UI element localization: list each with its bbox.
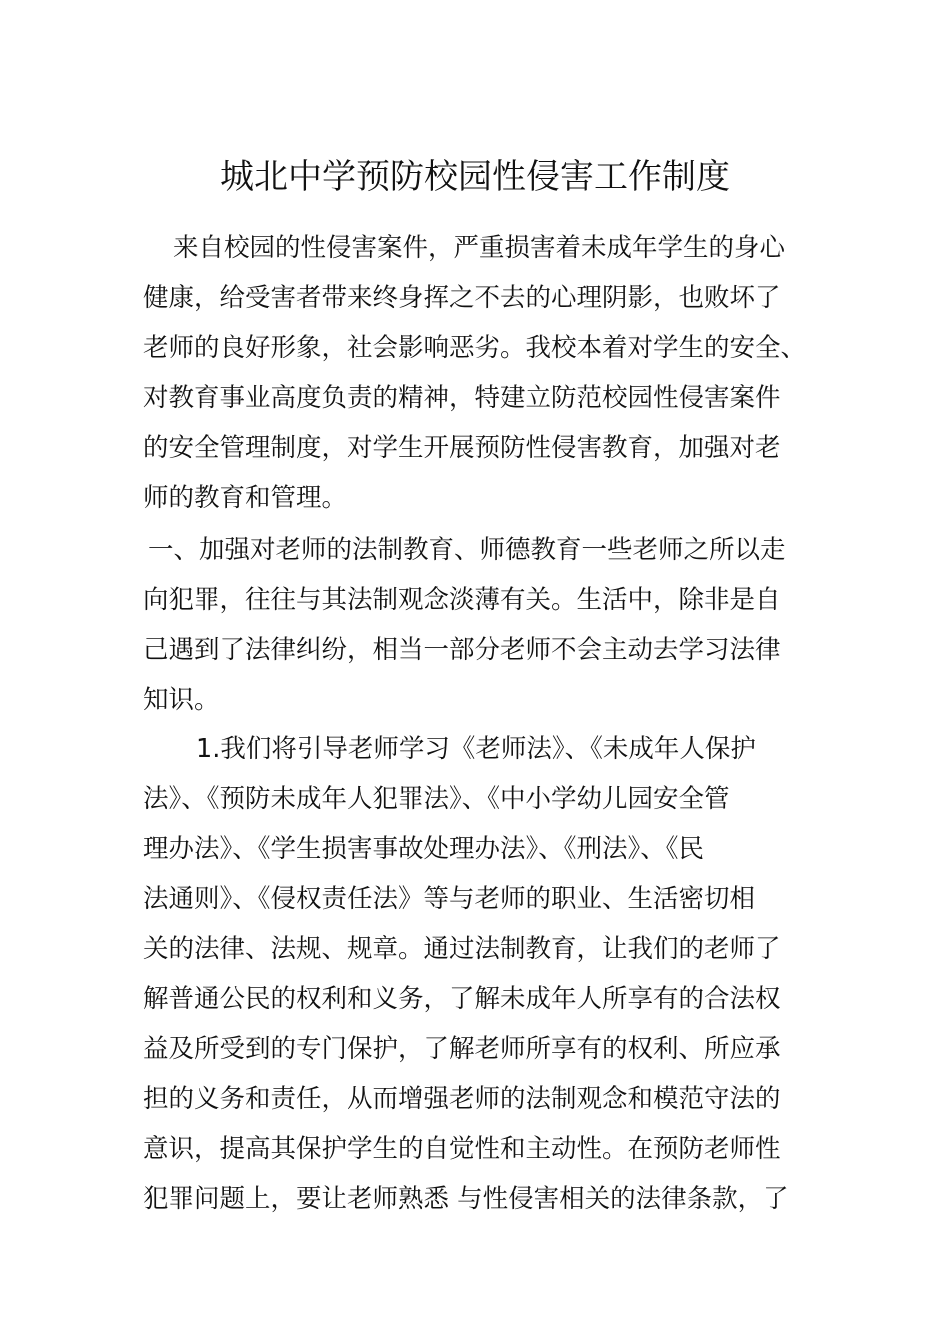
paragraph-line: 担的义务和责任，从而增强老师的法制观念和模范守法的: [143, 1084, 781, 1114]
paragraph-line: 关的法律、法规、规章。通过法制教育，让我们的老师了: [143, 934, 781, 964]
paragraph-line: 对教育事业高度负责的精神，特建立防范校园性侵害案件: [143, 383, 781, 413]
paragraph-line: 益及所受到的专门保护，了解老师所享有的权利、所应承: [143, 1034, 781, 1064]
paragraph-line: 理办法》、《学生损害事故处理办法》、《刑法》、《民: [143, 834, 705, 864]
document-title: 城北中学预防校园性侵害工作制度: [220, 157, 730, 197]
paragraph-line: 解普通公民的权利和义务，了解未成年人所享有的合法权: [143, 984, 781, 1014]
section-heading-line: 一、加强对老师的法制教育、师德教育一些老师之所以走: [148, 535, 786, 565]
paragraph-line: 犯罪问题上，要让老师熟悉 与性侵害相关的法律条款，了: [143, 1184, 789, 1214]
paragraph-line: 法通则》、《侵权责任法》等与老师的职业、生活密切相: [143, 884, 756, 914]
numbered-item-line: 1.我们将引导老师学习《老师法》、《未成年人保护: [196, 734, 756, 764]
paragraph-line: 法》、《预防未成年人犯罪法》、《中小学幼儿园安全管: [143, 784, 730, 814]
paragraph-line: 老师的良好形象，社会影响恶劣。我校本着对学生的安全、: [143, 333, 807, 363]
paragraph-line: 知识。: [143, 685, 220, 715]
paragraph-line: 向犯罪，往往与其法制观念淡薄有关。生活中，除非是自: [143, 585, 781, 615]
paragraph-line: 的安全管理制度，对学生开展预防性侵害教育，加强对老: [143, 433, 781, 463]
paragraph-line: 健康，给受害者带来终身挥之不去的心理阴影，也败坏了: [143, 283, 781, 313]
paragraph-line: 意识，提高其保护学生的自觉性和主动性。在预防老师性: [143, 1134, 781, 1164]
paragraph-line: 己遇到了法律纠纷，相当一部分老师不会主动去学习法律: [143, 635, 781, 665]
paragraph-line: 师的教育和管理。: [143, 483, 348, 513]
paragraph-line: 来自校园的性侵害案件，严重损害着未成年学生的身心: [173, 233, 786, 263]
